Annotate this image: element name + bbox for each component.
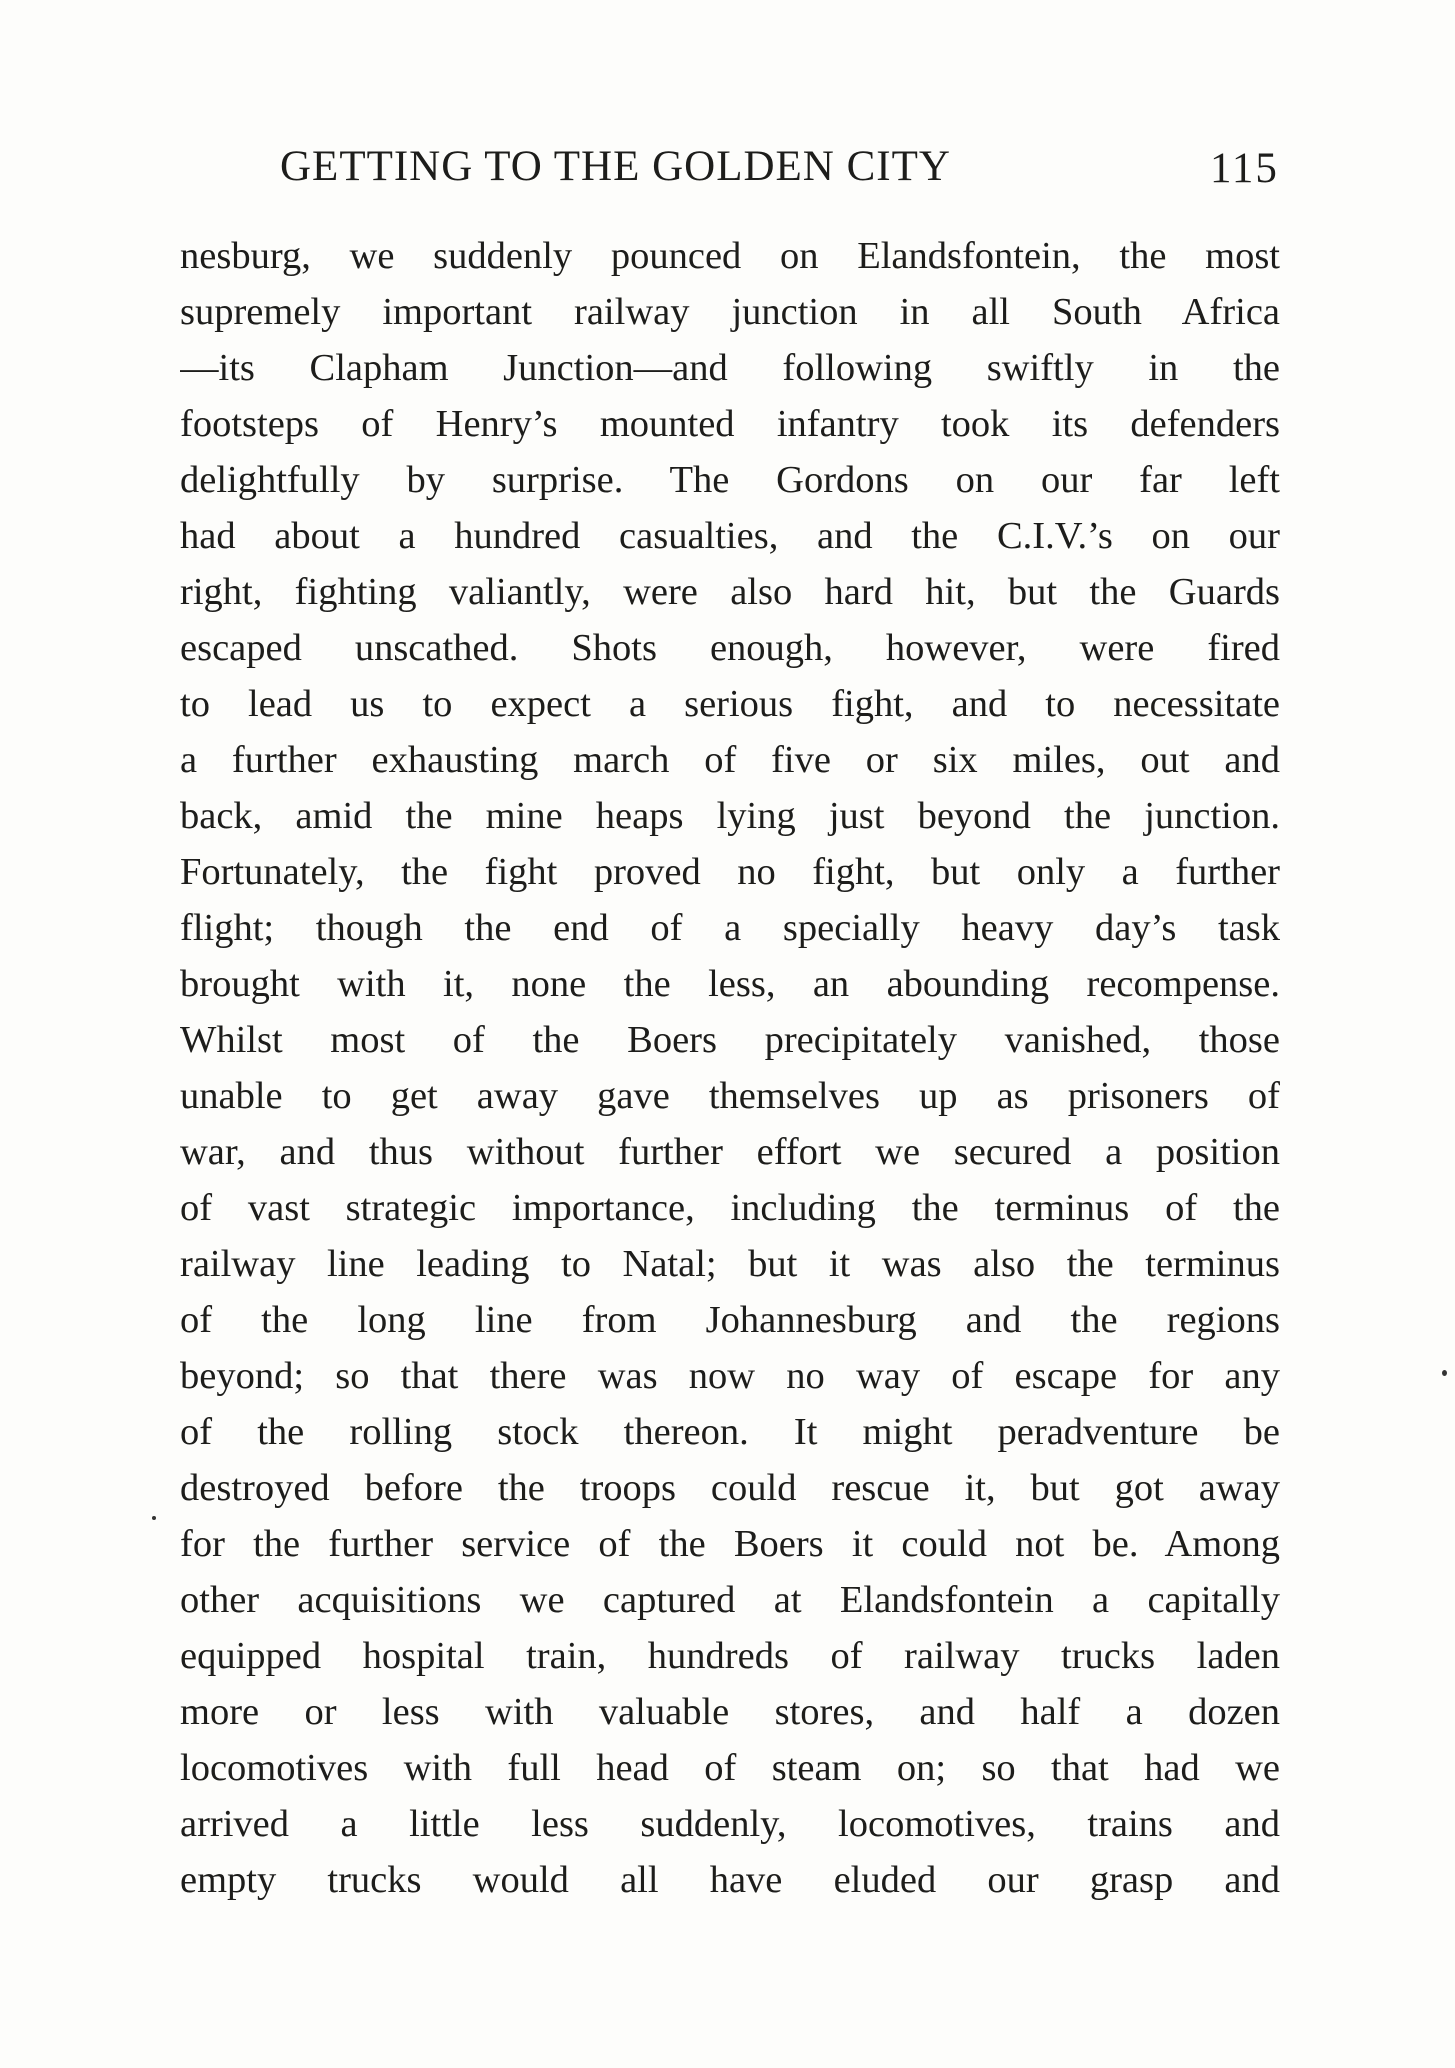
page-number: 115 bbox=[1210, 145, 1279, 192]
margin-speck bbox=[1442, 1370, 1447, 1376]
text-line: empty trucks would all have eluded our grasp and bbox=[180, 1859, 1280, 1901]
text-line: brought with it, none the less, an abounding recompense. bbox=[180, 963, 1280, 1005]
body-text bbox=[180, 228, 1280, 1908]
margin-speck bbox=[152, 1516, 156, 1520]
text-line: a further exhausting march of five or six miles, out and bbox=[180, 739, 1280, 781]
text-line: for the further service of the Boers it could not be. Among bbox=[180, 1523, 1280, 1565]
text-line: right, fighting valiantly, were also hard hit, but the Guards bbox=[180, 571, 1280, 613]
text-line: supremely important railway junction in all South Africa bbox=[180, 291, 1280, 333]
text-line: more or less with valuable stores, and half a dozen bbox=[180, 1691, 1280, 1733]
text-line: unable to get away gave themselves up as prisoners of bbox=[180, 1075, 1280, 1117]
text-line: of vast strategic importance, including the terminus of the bbox=[180, 1187, 1280, 1229]
text-line: —its Clapham Junction—and following swiftly in the bbox=[180, 347, 1280, 389]
text-line: to lead us to expect a serious fight, and to necessitate bbox=[180, 683, 1280, 725]
text-line: of the rolling stock thereon. It might peradventure be bbox=[180, 1411, 1280, 1453]
text-line: other acquisitions we captured at Elandsfontein a capitally bbox=[180, 1579, 1280, 1621]
running-head bbox=[180, 142, 1280, 202]
text-line: locomotives with full head of steam on; so that had we bbox=[180, 1747, 1280, 1789]
text-line: flight; though the end of a specially heavy day’s task bbox=[180, 907, 1280, 949]
text-line: destroyed before the troops could rescue it, but got away bbox=[180, 1467, 1280, 1509]
text-line: arrived a little less suddenly, locomotives, trains and bbox=[180, 1803, 1280, 1845]
text-line: nesburg, we suddenly pounced on Elandsfontein, the most bbox=[180, 235, 1280, 277]
text-line: of the long line from Johannesburg and the regions bbox=[180, 1299, 1280, 1341]
text-line: Fortunately, the fight proved no fight, but only a further bbox=[180, 851, 1280, 893]
text-line: beyond; so that there was now no way of escape for any bbox=[180, 1355, 1280, 1397]
text-line: railway line leading to Natal; but it was also the terminus bbox=[180, 1243, 1280, 1285]
running-title: GETTING TO THE GOLDEN CITY bbox=[280, 143, 951, 190]
text-line: escaped unscathed. Shots enough, however, were fired bbox=[180, 627, 1280, 669]
text-line: war, and thus without further effort we secured a position bbox=[180, 1131, 1280, 1173]
text-line: had about a hundred casualties, and the C.I.V.’s on our bbox=[180, 515, 1280, 557]
text-line: footsteps of Henry’s mounted infantry took its defenders bbox=[180, 403, 1280, 445]
text-line: Whilst most of the Boers precipitately vanished, those bbox=[180, 1019, 1280, 1061]
text-line: equipped hospital train, hundreds of railway trucks laden bbox=[180, 1635, 1280, 1677]
text-line: back, amid the mine heaps lying just beyond the junction. bbox=[180, 795, 1280, 837]
text-line: delightfully by surprise. The Gordons on our far left bbox=[180, 459, 1280, 501]
